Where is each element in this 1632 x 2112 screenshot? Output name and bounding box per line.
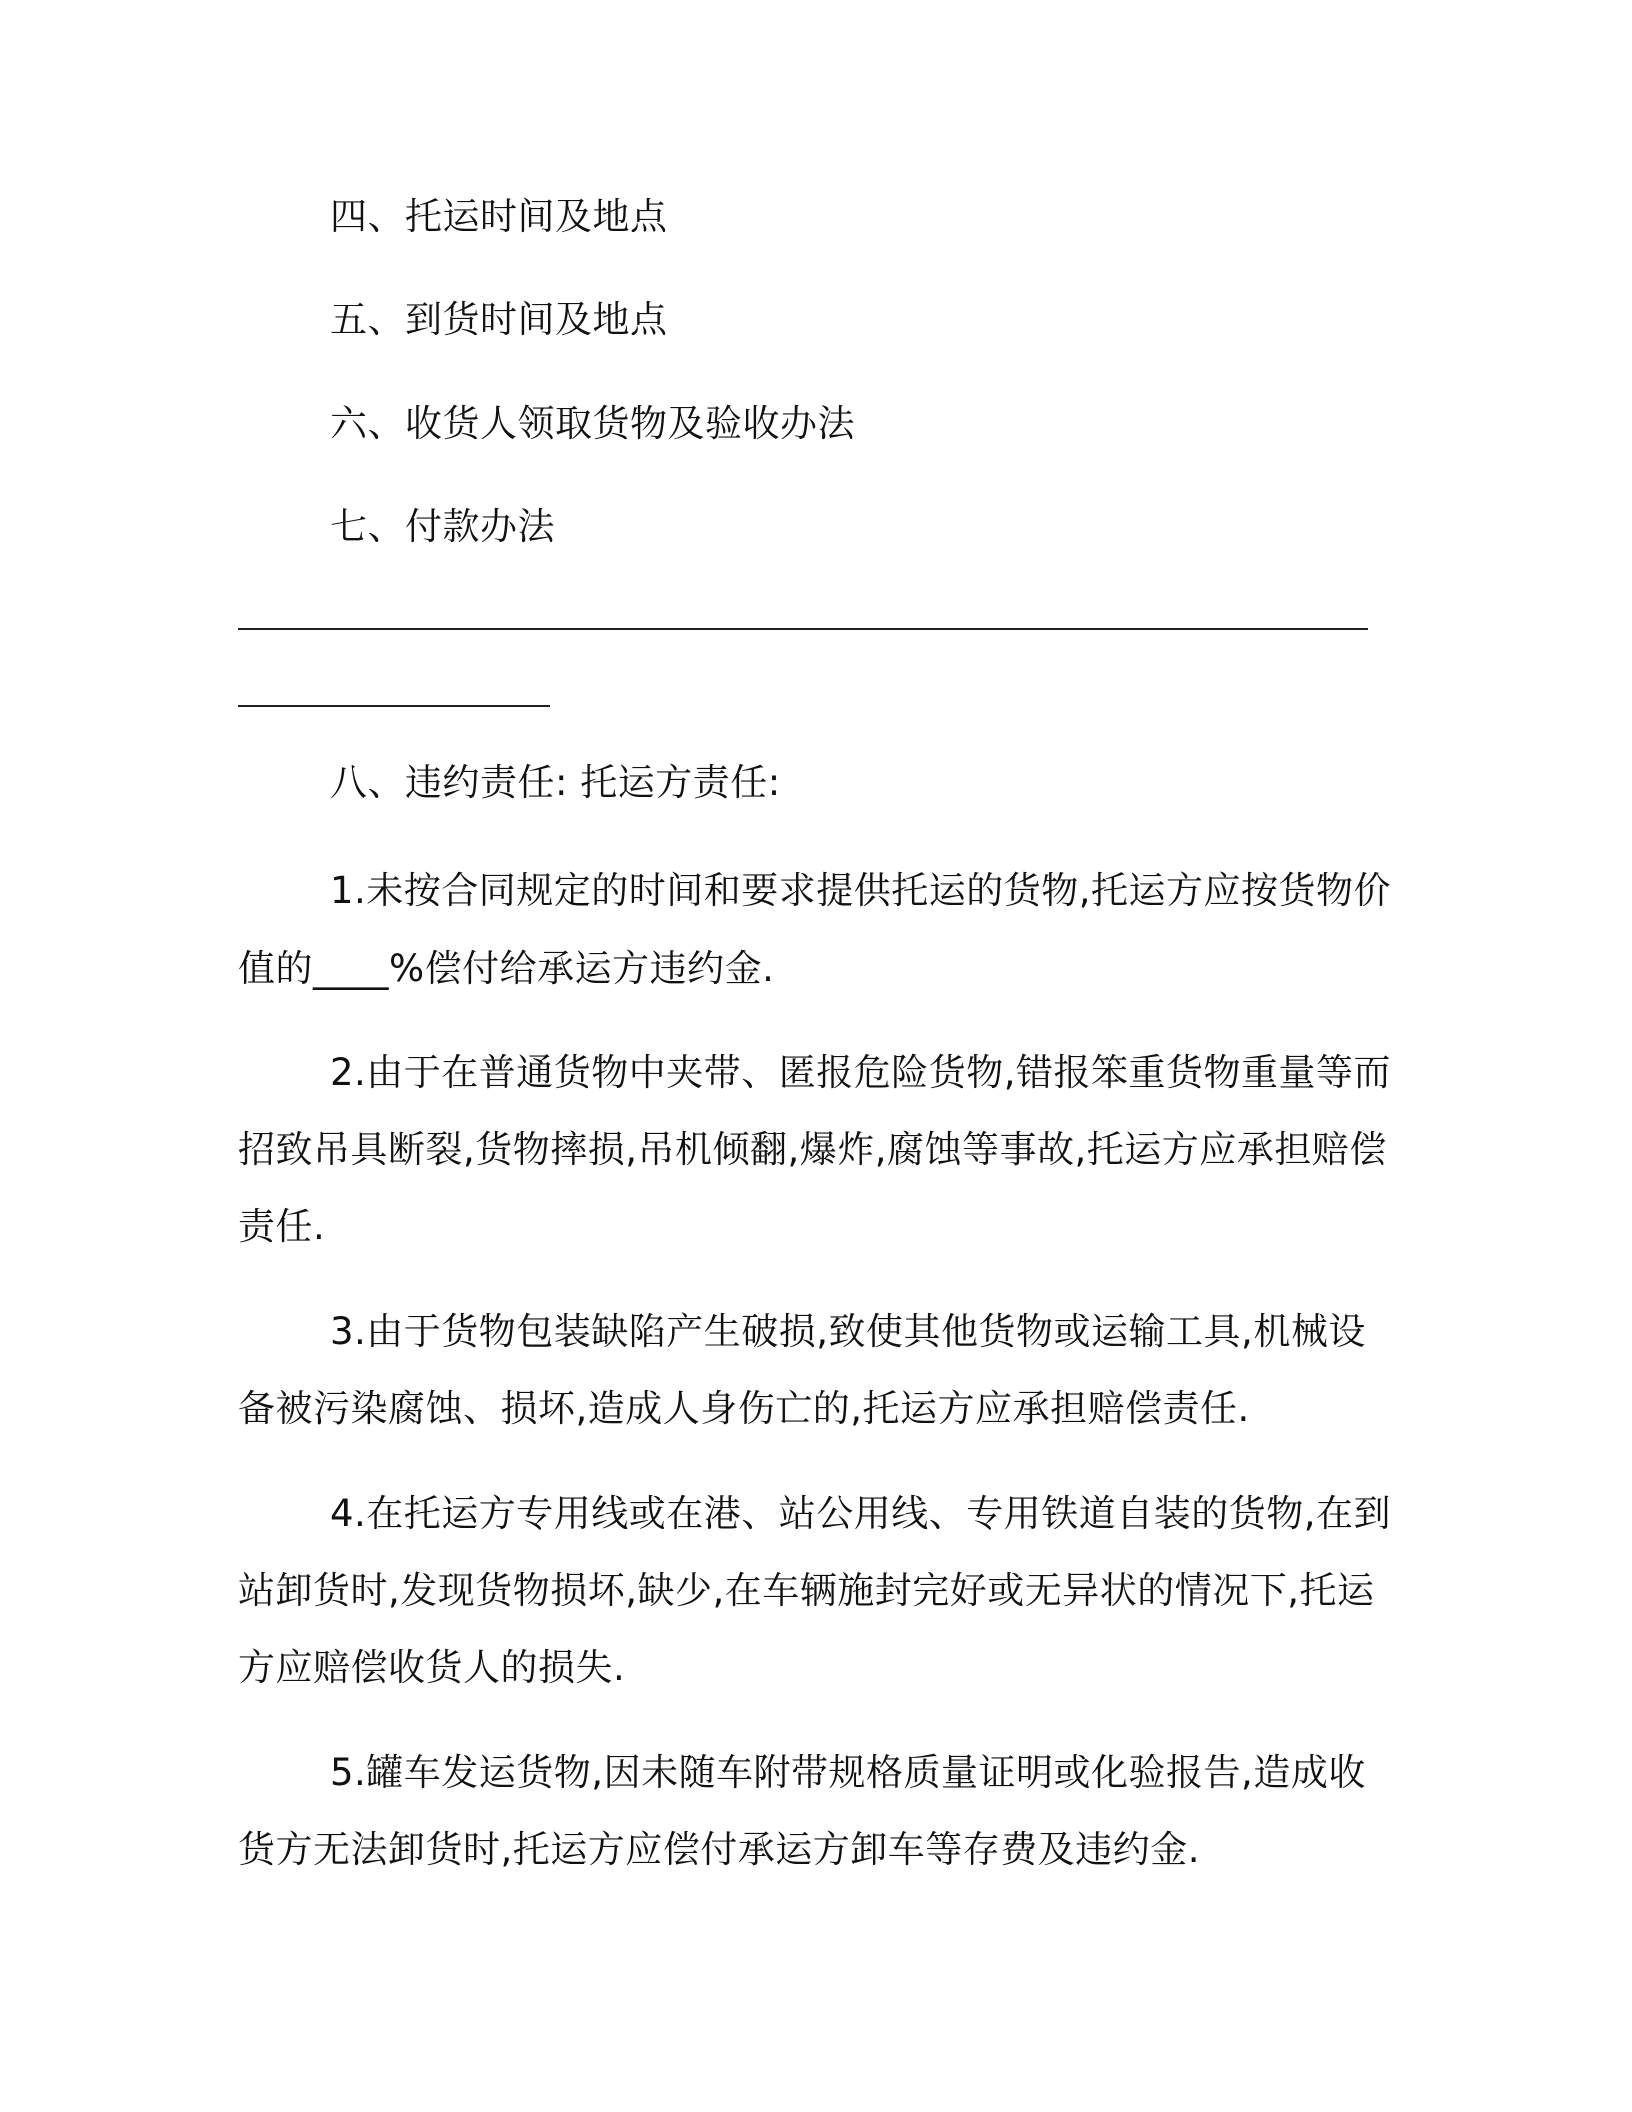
blank-fill-line-1: [238, 628, 1368, 630]
section-4-heading: 四、托运时间及地点: [330, 195, 668, 238]
clause-4-line-2: 站卸货时,发现货物损坏,缺少,在车辆施封完好或无异状的情况下,托运: [238, 1569, 1375, 1612]
section-6-heading: 六、收货人领取货物及验收办法: [330, 402, 855, 445]
section-5-heading: 五、到货时间及地点: [330, 298, 668, 341]
clause-2-line-1: 2.由于在普通货物中夹带、匿报危险货物,错报笨重货物重量等而: [330, 1051, 1392, 1094]
clause-3-line-2: 备被污染腐蚀、损坏,造成人身伤亡的,托运方应承担赔偿责任.: [238, 1387, 1250, 1430]
section-7-heading: 七、付款办法: [330, 505, 555, 548]
clause-4-line-1: 4.在托运方专用线或在港、站公用线、专用铁道自装的货物,在到: [330, 1492, 1392, 1535]
clause-1-line-2: 值的____%偿付给承运方违约金.: [238, 947, 775, 990]
clause-3-line-1: 3.由于货物包装缺陷产生破损,致使其他货物或运输工具,机械设: [330, 1310, 1366, 1353]
clause-5-line-1: 5.罐车发运货物,因未随车附带规格质量证明或化验报告,造成收: [330, 1751, 1366, 1794]
clause-2-line-2: 招致吊具断裂,货物摔损,吊机倾翻,爆炸,腐蚀等事故,托运方应承担赔偿: [238, 1128, 1387, 1171]
clause-5-line-2: 货方无法卸货时,托运方应偿付承运方卸车等存费及违约金.: [238, 1828, 1201, 1871]
clause-2-line-3: 责任.: [238, 1205, 326, 1248]
blank-fill-line-2: [238, 705, 550, 707]
clause-4-line-3: 方应赔偿收货人的损失.: [238, 1646, 626, 1689]
clause-1-line-1: 1.未按合同规定的时间和要求提供托运的货物,托运方应按货物价: [330, 869, 1392, 912]
section-8-heading: 八、违约责任: 托运方责任:: [330, 761, 781, 804]
